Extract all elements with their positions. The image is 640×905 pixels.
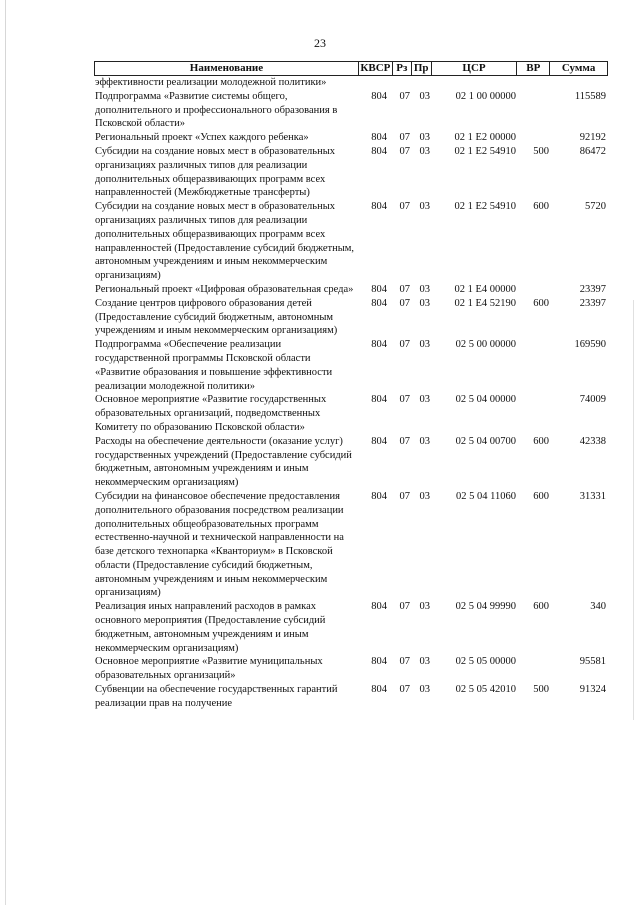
cell-csr: 02 5 05 00000: [455, 656, 516, 668]
budget-table: [94, 61, 608, 711]
cell-kvsr: 804: [371, 684, 387, 696]
cell-kvsr: 804: [371, 394, 387, 406]
table-row: [94, 76, 608, 90]
cell-name: Региональный проект «Успех каждого ребенка»: [95, 132, 309, 144]
cell-kvsr: 804: [371, 435, 387, 447]
header-csr: ЦСР: [432, 62, 518, 75]
table-row: [94, 283, 608, 297]
cell-rz: 07: [399, 297, 410, 309]
cell-kvsr: 804: [371, 601, 387, 613]
page-number: 23: [314, 36, 326, 50]
header-sum: Сумма: [561, 62, 596, 74]
cell-vr: [518, 338, 551, 393]
cell-vr: [518, 655, 551, 683]
cell-sum: 74009: [579, 394, 606, 406]
cell-name: Основное мероприятие «Развитие муниципальных образовательных организаций»: [95, 656, 323, 682]
header-rz: Рз: [393, 62, 412, 75]
cell-sum: 91324: [579, 684, 606, 696]
cell-pr: 03: [419, 90, 430, 102]
cell-kvsr: 804: [371, 339, 387, 351]
cell-rz: 07: [399, 145, 410, 157]
cell-kvsr: 804: [371, 490, 387, 502]
table-header: [94, 61, 608, 76]
cell-kvsr: 804: [371, 283, 387, 295]
table-row: [94, 90, 608, 131]
cell-vr: 500: [533, 145, 549, 157]
cell-vr: 500: [533, 684, 549, 696]
cell-pr: 03: [419, 201, 430, 213]
cell-pr: 03: [419, 684, 430, 696]
cell-csr: 02 5 04 99990: [455, 601, 516, 613]
cell-sum: 169590: [574, 339, 606, 351]
cell-sum: 95581: [579, 656, 606, 668]
cell-pr: 03: [419, 394, 430, 406]
cell-csr: 02 1 E2 54910: [454, 145, 516, 157]
cell-name: Подпрограмма «Развитие системы общего, дополнительного и профессионального образования в Псковской области»: [95, 90, 338, 130]
cell-kvsr: 804: [371, 201, 387, 213]
scan-edge-left: [5, 0, 6, 905]
cell-pr: 03: [419, 132, 430, 144]
cell-rz: 07: [399, 435, 410, 447]
cell-rz: 07: [399, 201, 410, 213]
cell-rz: 07: [399, 132, 410, 144]
header-vr: ВР: [517, 62, 550, 75]
cell-pr: 03: [419, 145, 430, 157]
table-row: [94, 435, 608, 490]
cell-csr: [432, 76, 518, 90]
header-name: Наименование: [95, 62, 359, 75]
table-row: [94, 200, 608, 283]
table-row: [94, 393, 608, 434]
cell-rz: 07: [399, 394, 410, 406]
cell-sum: 115589: [574, 90, 606, 102]
header-pr: Пр: [412, 62, 432, 75]
table-row: [94, 297, 608, 338]
cell-vr: 600: [533, 297, 549, 309]
cell-csr: 02 1 E4 00000: [454, 283, 516, 295]
cell-pr: [412, 76, 432, 90]
cell-name: Субсидии на финансовое обеспечение предоставления дополнительного образования посредством реализации дополнительных общеобразовательных программ естественно-научной и технической направленности на базе детского технопарка «Кванториум» в Псковской области (Предоставление субсидий бюджетным, автономным учреждениям и иным некоммерческим организациям): [95, 490, 344, 599]
cell-pr: 03: [419, 339, 430, 351]
cell-pr: 03: [419, 297, 430, 309]
cell-csr: 02 5 04 00700: [455, 435, 516, 447]
cell-vr: [518, 283, 551, 297]
cell-rz: 07: [399, 339, 410, 351]
cell-sum: 31331: [579, 490, 606, 502]
cell-csr: 02 5 04 00000: [455, 394, 516, 406]
table-row: [94, 655, 608, 683]
cell-kvsr: 804: [371, 656, 387, 668]
cell-vr: [518, 393, 551, 434]
cell-vr: [518, 131, 551, 145]
cell-sum: 92192: [579, 132, 606, 144]
table-row: [94, 490, 608, 600]
cell-rz: 07: [399, 656, 410, 668]
cell-sum: 23397: [579, 297, 606, 309]
cell-sum: 23397: [579, 283, 606, 295]
cell-kvsr: 804: [371, 90, 387, 102]
cell-csr: 02 5 04 11060: [456, 490, 516, 502]
header-kvsr: КВСР: [359, 62, 393, 75]
cell-rz: 07: [399, 601, 410, 613]
cell-sum: [551, 76, 608, 90]
cell-vr: 600: [533, 201, 549, 213]
cell-name: Субсидии на создание новых мест в образовательных организациях различных типов для реализации дополнительных общеразвивающих программ всех направленностей (Предоставление субсидий бюджетным, автономным учреждениям и иным некоммерческим организациям): [95, 201, 355, 282]
cell-rz: 07: [399, 490, 410, 502]
table-row: [94, 600, 608, 655]
cell-pr: 03: [419, 283, 430, 295]
cell-csr: 02 5 05 42010: [455, 684, 516, 696]
cell-pr: 03: [419, 601, 430, 613]
cell-pr: 03: [419, 656, 430, 668]
cell-name: Создание центров цифрового образования детей (Предоставление субсидий бюджетным, автономным учреждениям и иным некоммерческим организациям): [95, 297, 338, 337]
cell-name: эффективности реализации молодежной политики»: [95, 77, 327, 88]
cell-name: Реализация иных направлений расходов в рамках основного мероприятия (Предоставление субсидий бюджетным, автономным учреждениям и иным некоммерческим организациям): [95, 601, 326, 654]
cell-csr: 02 1 E2 00000: [454, 132, 516, 144]
cell-vr: [518, 76, 551, 90]
cell-csr: 02 5 00 00000: [455, 339, 516, 351]
cell-vr: 600: [533, 435, 549, 447]
cell-sum: 42338: [579, 435, 606, 447]
cell-csr: 02 1 00 00000: [455, 90, 516, 102]
table-row: [94, 683, 608, 711]
cell-kvsr: 804: [371, 297, 387, 309]
cell-csr: 02 1 E2 54910: [454, 201, 516, 213]
table-row: [94, 338, 608, 393]
cell-pr: 03: [419, 490, 430, 502]
cell-name: Основное мероприятие «Развитие государственных образовательных организаций, подведомственных Комитету по образованию Псковской области»: [95, 394, 327, 433]
cell-vr: 600: [533, 601, 549, 613]
table-row: [94, 145, 608, 200]
cell-sum: 86472: [579, 145, 606, 157]
cell-kvsr: 804: [371, 145, 387, 157]
cell-name: Региональный проект «Цифровая образовательная среда»: [95, 283, 354, 295]
cell-vr: [518, 90, 551, 131]
table-row: [94, 131, 608, 145]
scan-edge-right: [633, 300, 634, 720]
cell-kvsr: 804: [371, 132, 387, 144]
cell-pr: 03: [419, 435, 430, 447]
table-body: [94, 76, 608, 711]
cell-kvsr: [359, 76, 393, 90]
cell-sum: 5720: [585, 201, 606, 213]
cell-name: Расходы на обеспечение деятельности (оказание услуг) государственных учреждений (Предоставление субсидий бюджетным, автономным учреждениям и иным некоммерческим организациям): [95, 435, 352, 489]
cell-csr: 02 1 E4 52190: [454, 297, 516, 309]
cell-vr: 600: [533, 490, 549, 502]
cell-name: Субвенции на обеспечение государственных гарантий реализации прав на получение: [95, 684, 338, 709]
cell-name: Подпрограмма «Обеспечение реализации государственной программы Псковской области «Развитие образования и повышение эффективности реализации молодежной политики»: [95, 339, 333, 392]
cell-rz: [393, 76, 412, 90]
cell-rz: 07: [399, 283, 410, 295]
cell-rz: 07: [399, 684, 410, 696]
cell-sum: 340: [590, 601, 606, 613]
cell-name: Субсидии на создание новых мест в образовательных организациях различных типов для реализации дополнительных общеразвивающих программ всех направленностей (Межбюджетные трансферты): [95, 145, 336, 199]
cell-rz: 07: [399, 90, 410, 102]
